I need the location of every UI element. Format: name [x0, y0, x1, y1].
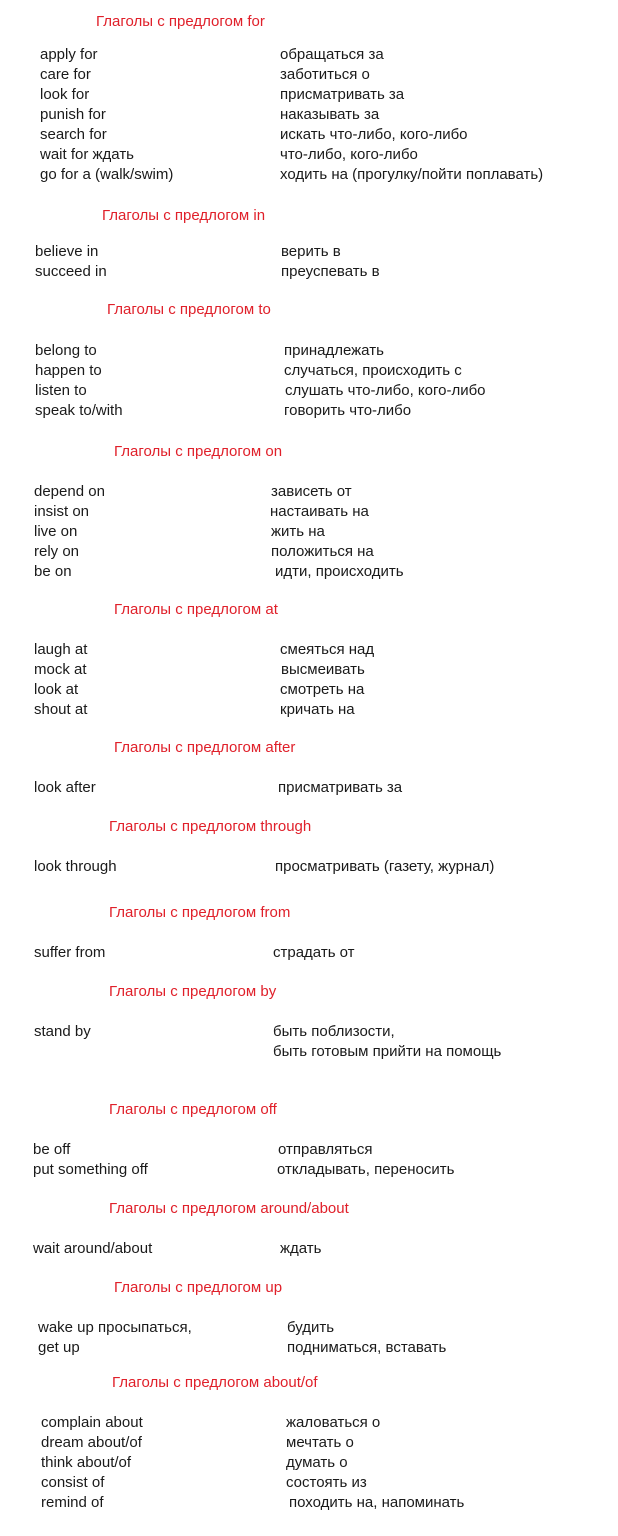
english-verb: remind of — [41, 1494, 104, 1511]
russian-translation: настаивать на — [270, 503, 369, 520]
english-verb: speak to/with — [35, 402, 123, 419]
russian-translation: присматривать за — [278, 779, 403, 796]
english-verb: wake up просыпаться, — [38, 1319, 192, 1336]
section-heading: Глаголы с предлогом from — [109, 904, 291, 921]
entry-row — [0, 778, 618, 798]
russian-translation: состоять из — [286, 1474, 367, 1491]
entry-row — [0, 857, 618, 877]
section-heading: Глаголы с предлогом after — [114, 739, 296, 756]
english-verb: look after — [34, 779, 96, 796]
entry-row — [0, 700, 618, 720]
entry-row — [0, 522, 618, 542]
entry-row — [0, 1140, 618, 1160]
entry-row — [0, 680, 618, 700]
entry-row — [0, 542, 618, 562]
entry-row — [0, 1318, 618, 1338]
english-verb: look for — [40, 86, 90, 103]
english-verb: get up — [38, 1339, 80, 1356]
entry-row — [0, 165, 618, 185]
english-verb: look at — [34, 681, 79, 698]
russian-translation: случаться, происходить с — [284, 362, 462, 379]
english-verb: stand by — [34, 1023, 91, 1040]
section-heading: Глаголы с предлогом through — [109, 818, 312, 835]
entry-row — [0, 502, 618, 522]
english-verb: think about/of — [41, 1454, 132, 1471]
entry-row — [0, 242, 618, 262]
entry-row — [0, 1413, 618, 1433]
entry-row — [0, 1338, 618, 1358]
entry-row — [0, 1433, 618, 1453]
russian-translation: обращаться за — [280, 46, 384, 63]
english-verb: suffer from — [34, 944, 106, 961]
english-verb: wait around/about — [33, 1240, 153, 1257]
russian-translation: страдать от — [273, 944, 355, 961]
russian-translation: что-либо, кого-либо — [280, 146, 418, 163]
russian-translation: преуспевать в — [281, 263, 380, 280]
russian-translation: быть готовым прийти на помощь — [273, 1043, 502, 1060]
russian-translation: кричать на — [280, 701, 355, 718]
entry-row — [0, 361, 618, 381]
english-verb: believe in — [35, 243, 99, 260]
entry-row — [0, 85, 618, 105]
russian-translation: мечтать о — [286, 1434, 354, 1451]
russian-translation: смеяться над — [280, 641, 375, 658]
entry-row — [0, 943, 618, 963]
entry-row — [0, 1042, 618, 1062]
english-verb: apply for — [40, 46, 98, 63]
english-verb: succeed in — [35, 263, 107, 280]
russian-translation: подниматься, вставать — [287, 1339, 447, 1356]
russian-translation: отправляться — [278, 1141, 373, 1158]
russian-translation: наказывать за — [280, 106, 380, 123]
entry-row — [0, 45, 618, 65]
russian-translation: зависеть от — [271, 483, 352, 500]
section-heading: Глаголы с предлогом to — [107, 301, 271, 318]
english-verb: depend on — [34, 483, 105, 500]
entry-row — [0, 1473, 618, 1493]
section-heading: Глаголы с предлогом about/of — [112, 1374, 318, 1391]
english-verb: care for — [40, 66, 91, 83]
english-verb: laugh at — [34, 641, 88, 658]
english-verb: be off — [33, 1141, 71, 1158]
russian-translation: ходить на (прогулку/пойти поплавать) — [280, 166, 544, 183]
russian-translation: жаловаться о — [286, 1414, 381, 1431]
entry-row — [0, 1493, 618, 1513]
entry-row — [0, 262, 618, 282]
russian-translation: верить в — [281, 243, 341, 260]
entry-row — [0, 105, 618, 125]
section-heading: Глаголы с предлогом up — [114, 1279, 283, 1296]
english-verb: happen to — [35, 362, 102, 379]
section-heading: Глаголы с предлогом on — [114, 443, 283, 460]
english-verb: consist of — [41, 1474, 105, 1491]
russian-translation: говорить что-либо — [284, 402, 412, 419]
russian-translation: откладывать, переносить — [277, 1161, 455, 1178]
entry-row — [0, 1022, 618, 1042]
entry-row — [0, 562, 618, 582]
russian-translation: искать что-либо, кого-либо — [280, 126, 468, 143]
entry-row — [0, 482, 618, 502]
english-verb: listen to — [35, 382, 87, 399]
russian-translation: заботиться о — [280, 66, 370, 83]
entry-row — [0, 1453, 618, 1473]
entry-row — [0, 1160, 618, 1180]
english-verb: shout at — [34, 701, 88, 718]
english-verb: search for — [40, 126, 107, 143]
russian-translation: будить — [287, 1319, 335, 1336]
section-heading: Глаголы с предлогом around/about — [109, 1200, 349, 1217]
entry-row — [0, 640, 618, 660]
english-verb: look through — [34, 858, 117, 875]
entry-row — [0, 125, 618, 145]
russian-translation: походить на, напоминать — [289, 1494, 465, 1511]
entry-row — [0, 1239, 618, 1259]
russian-translation: идти, происходить — [275, 563, 404, 580]
english-verb: punish for — [40, 106, 106, 123]
russian-translation: быть поблизости, — [273, 1023, 395, 1040]
english-verb: dream about/of — [41, 1434, 142, 1451]
entry-row — [0, 145, 618, 165]
entry-row — [0, 65, 618, 85]
english-verb: complain about — [41, 1414, 143, 1431]
russian-translation: принадлежать — [284, 342, 384, 359]
english-verb: rely on — [34, 543, 80, 560]
russian-translation: присматривать за — [280, 86, 405, 103]
english-verb: live on — [34, 523, 78, 540]
russian-translation: высмеивать — [281, 661, 365, 678]
section-heading: Глаголы с предлогом off — [109, 1101, 277, 1118]
section-heading: Глаголы с предлогом for — [96, 13, 265, 30]
english-verb: wait for ждать — [40, 146, 134, 163]
russian-translation: слушать что-либо, кого-либо — [285, 382, 486, 399]
english-verb: belong to — [35, 342, 97, 359]
russian-translation: жить на — [271, 523, 325, 540]
russian-translation: думать о — [286, 1454, 348, 1471]
russian-translation: ждать — [280, 1240, 322, 1257]
russian-translation: смотреть на — [280, 681, 365, 698]
entry-row — [0, 341, 618, 361]
entry-row — [0, 381, 618, 401]
section-heading: Глаголы с предлогом by — [109, 983, 277, 1000]
english-verb: put something off — [33, 1161, 148, 1178]
english-verb: go for a (walk/swim) — [40, 166, 174, 183]
section-heading: Глаголы с предлогом at — [114, 601, 278, 618]
english-verb: mock at — [34, 661, 87, 678]
section-heading: Глаголы с предлогом in — [102, 207, 266, 224]
russian-translation: положиться на — [271, 543, 374, 560]
entry-row — [0, 660, 618, 680]
entry-row — [0, 401, 618, 421]
english-verb: insist on — [34, 503, 90, 520]
english-verb: be on — [34, 563, 72, 580]
russian-translation: просматривать (газету, журнал) — [275, 858, 495, 875]
